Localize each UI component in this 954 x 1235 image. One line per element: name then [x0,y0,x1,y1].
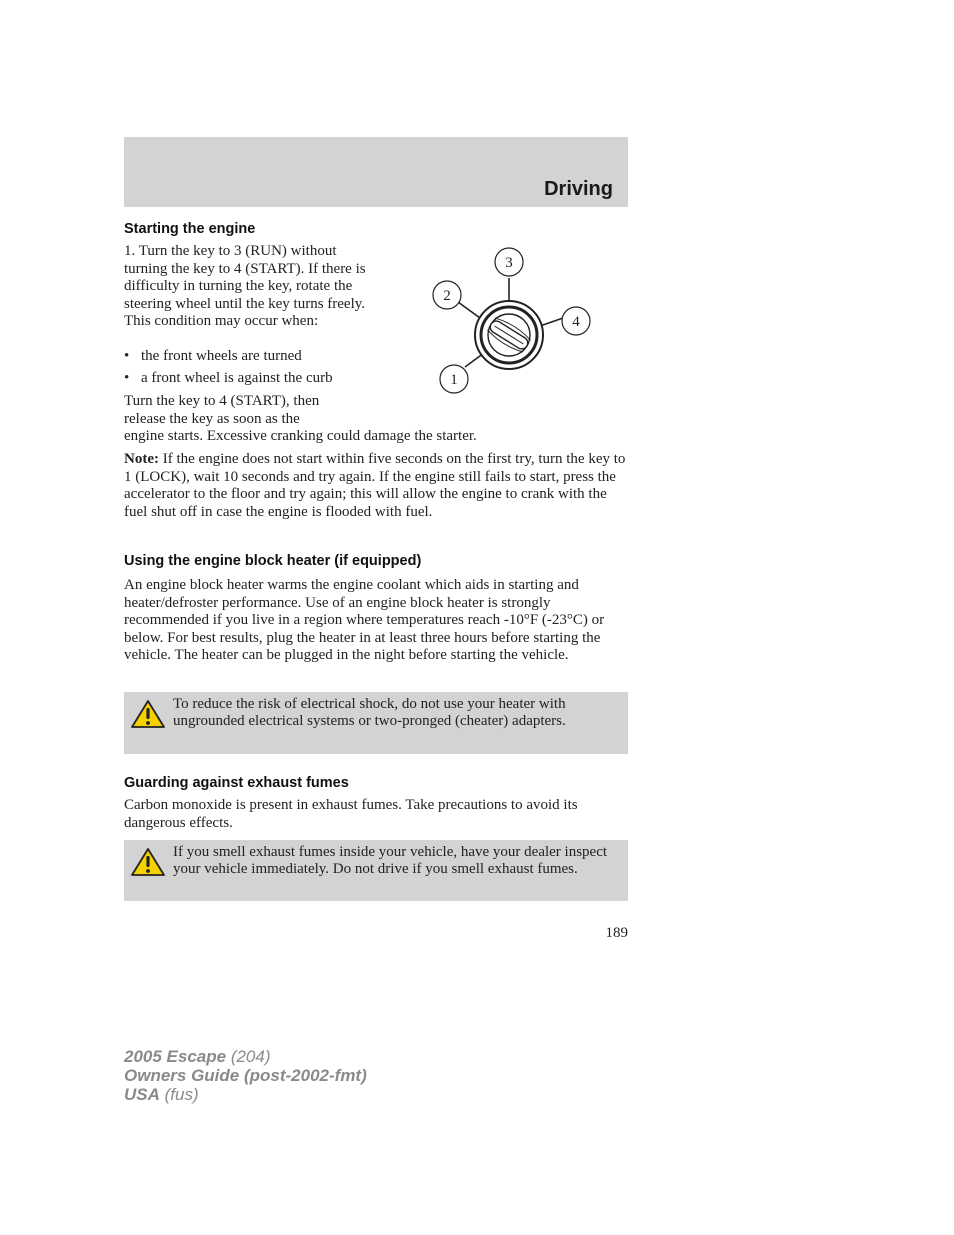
warning-triangle-icon [130,699,166,729]
heading-block-heater: Using the engine block heater (if equipped) [124,553,422,569]
heading-exhaust-fumes: Guarding against exhaust fumes [124,775,349,791]
position-label-3: 3 [505,255,513,271]
position-label-1: 1 [450,372,458,388]
page-number: 189 [605,925,628,941]
note-label: Note: [124,451,159,467]
warning-text: To reduce the risk of electrical shock, do not use your heater with ungrounded electrical systems or two-pronged (cheater) adapters. [173,696,566,729]
warning-box-electrical [124,692,628,754]
bullet-item: • a front wheel is against the curb [124,370,333,386]
heading-starting-engine: Starting the engine [124,221,256,237]
position-label-4: 4 [572,314,580,330]
section-title: Driving [544,178,613,200]
note-paragraph [124,451,630,521]
header-band [124,137,628,207]
bullet-item: • the front wheels are turned [124,348,302,364]
step-2-text: Turn the key to 4 (START), then release the key as soon as the engine starts. Excessive cranking could damage the starter. [124,393,477,445]
warning-text: If you smell exhaust fumes inside your vehicle, have your dealer inspect your vehicle immediately. Do not drive if you smell exhaust fumes. [173,844,608,877]
warning-box-exhaust [124,840,628,901]
note-text: If the engine does not start within five seconds on the first try, turn the key to 1 (LOCK), wait 10 seconds and try again. If the engine still fails to start, press the accelerator to the floor and try again; this will allow the engine to crank with the fuel shut off in case the engine is flooded with fuel. [124,451,626,520]
ignition-switch-diagram [428,246,598,398]
step-1-text: 1. Turn the key to 3 (RUN) without turning the key to 4 (START). If there is difficulty in turning the key, rotate the steering wheel until the key turns freely. This condition may occur when: [124,243,366,330]
position-label-2: 2 [443,288,451,304]
exhaust-text: Carbon monoxide is present in exhaust fumes. Take precautions to avoid its dangerous effects. [124,797,578,831]
footer-document-info: 2005 Escape (204) Owners Guide (post-2002-fmt) USA (fus) [124,1047,367,1104]
ignition-cylinder-icon [475,301,543,369]
block-heater-text: An engine block heater warms the engine coolant which aids in starting and heater/defroster performance. Use of an engine block heater is strongly recommended if you live in a region where temperatures reach -10°F (-23°C) or below. For best results, plug the heater in at least three hours before starting the vehicle. The heater can be plugged in the night before starting the vehicle. [124,577,605,664]
warning-triangle-icon [130,847,166,877]
